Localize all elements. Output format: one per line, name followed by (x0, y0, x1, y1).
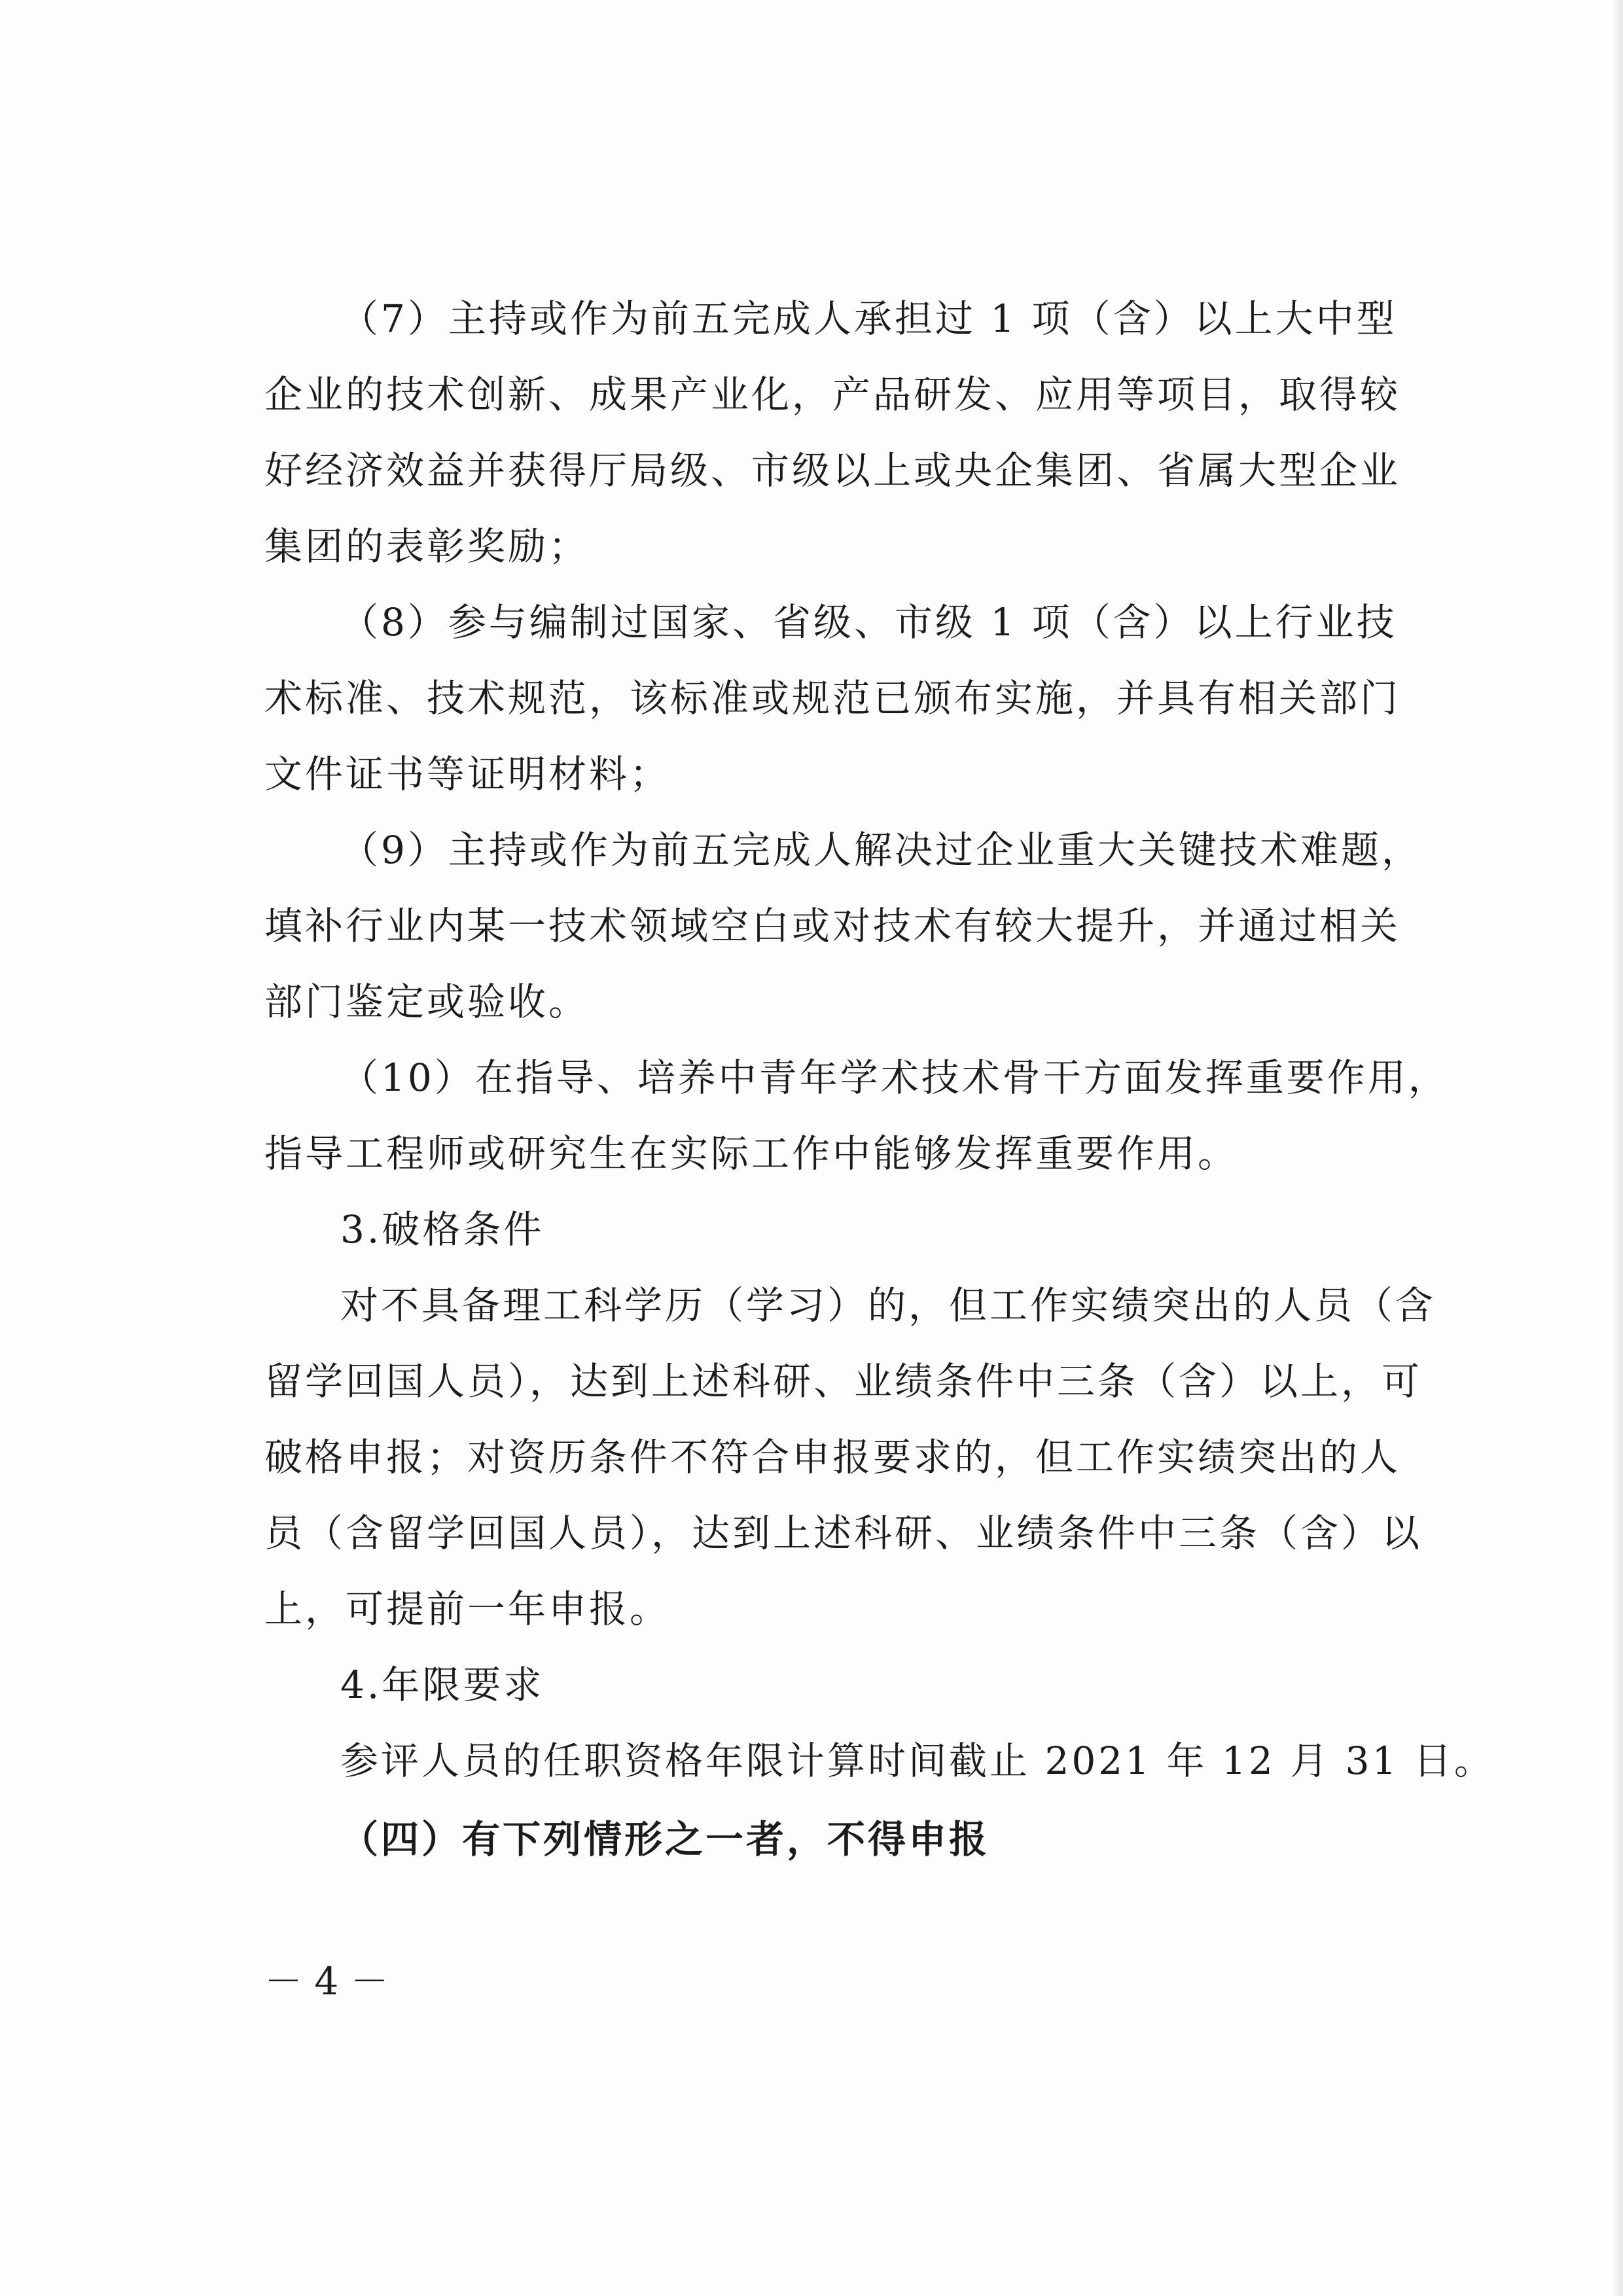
paragraph-exceptional-line-3: 破格申报；对资历条件不符合申报要求的，但工作实绩突出的人 (264, 1435, 1401, 1479)
paragraph-exceptional-line-5: 上，可提前一年申报。 (264, 1587, 671, 1631)
paragraph-9-line-3: 部门鉴定或验收。 (264, 980, 590, 1024)
paragraph-8-line-1: （8）参与编制过国家、省级、市级 1 项（含）以上行业技 (340, 600, 1397, 645)
paragraph-8-line-3: 文件证书等证明材料； (264, 752, 671, 796)
section-heading-ineligible-cases: （四）有下列情形之一者，不得申报 (340, 1817, 990, 1862)
section-heading-exceptional-conditions: 3.破格条件 (340, 1207, 544, 1252)
paragraph-8-line-2: 术标准、技术规范，该标准或规范已颁布实施，并具有相关部门 (264, 676, 1401, 720)
paragraph-7-line-1: （7）主持或作为前五完成人承担过 1 项（含）以上大中型 (340, 296, 1397, 341)
paragraph-9-line-1: （9）主持或作为前五完成人解决过企业重大关键技术难题， (340, 828, 1422, 872)
paragraph-exceptional-line-4: 员（含留学回国人员），达到上述科研、业绩条件中三条（含）以 (264, 1511, 1423, 1555)
paragraph-year-requirements: 参评人员的任职资格年限计算时间截止 2021 年 12 月 31 日。 (340, 1739, 1495, 1783)
paragraph-7-line-2: 企业的技术创新、成果产业化，产品研发、应用等项目，取得较 (264, 372, 1401, 417)
page-number: － 4 － (264, 1959, 389, 2004)
paragraph-7-line-3: 好经济效益并获得厅局级、市级以上或央企集团、省属大型企业 (264, 448, 1401, 493)
paragraph-7-line-4: 集团的表彰奖励； (264, 524, 590, 569)
paragraph-exceptional-line-2: 留学回国人员），达到上述科研、业绩条件中三条（含）以上，可 (264, 1359, 1423, 1404)
paragraph-9-line-2: 填补行业内某一技术领域空白或对技术有较大提升，并通过相关 (264, 904, 1401, 948)
paragraph-10-line-1: （10）在指导、培养中青年学术技术骨干方面发挥重要作用， (340, 1055, 1449, 1100)
section-heading-year-requirements: 4.年限要求 (340, 1663, 544, 1707)
scan-edge-shadow (1611, 0, 1623, 2296)
paragraph-exceptional-line-1: 对不具备理工科学历（学习）的，但工作实绩突出的人员（含 (340, 1283, 1436, 1328)
paragraph-10-line-2: 指导工程师或研究生在实际工作中能够发挥重要作用。 (264, 1131, 1239, 1176)
